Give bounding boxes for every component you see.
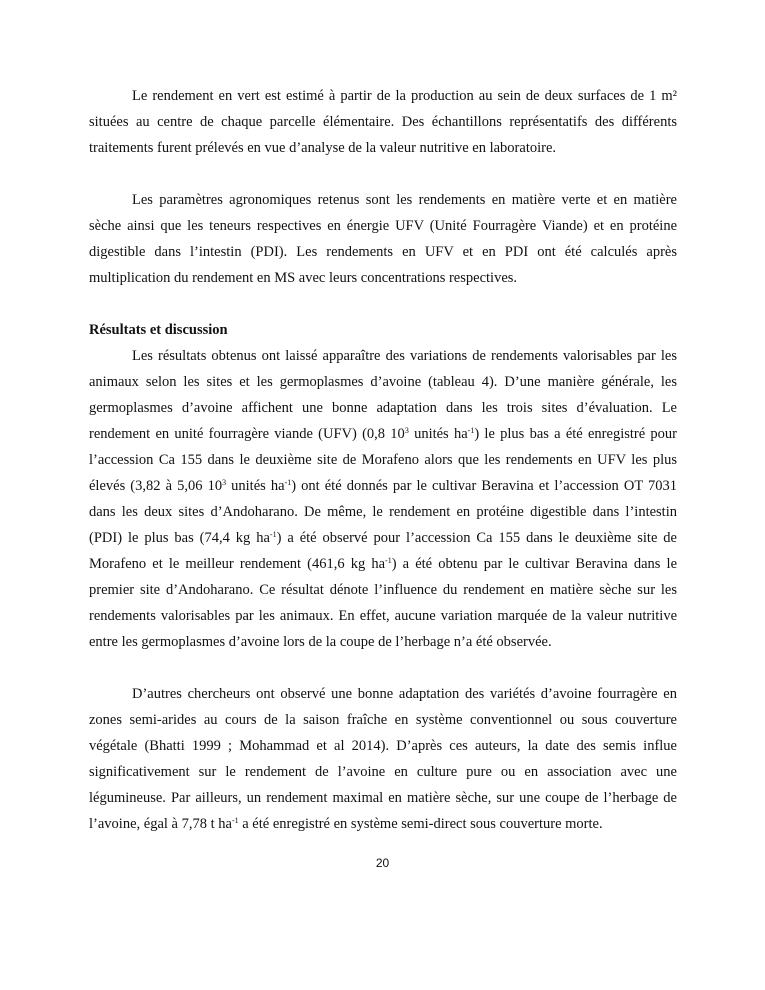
superscript: -1 [231,816,239,825]
text-run: unités ha [226,478,285,494]
superscript: -1 [385,556,392,565]
body-paragraph [89,187,677,291]
superscript: -1 [284,478,292,487]
text-run: unités ha [408,426,468,442]
text-run: ) a été observé pour l’accession Ca 155 dans le deuxième site de Morafeno et le meilleur rendement (461,6 kg ha [89,530,677,572]
page-number: 20 [375,856,390,870]
text-run: Les paramètres agronomiques retenus sont les rendements en matière verte et en matière sèche ainsi que les teneurs respectives en énergie UFV (Unité Fourragère Viande) et en protéine digestible dans l’intestin (PDI). Les rendements en UFV et en PDI ont été calculés après multiplication du rendement en MS avec leurs concentrations respectives. [89,192,677,286]
document-body [89,83,677,837]
text-run: ) ont été donnés par le cultivar Beravina et l’accession OT 7031 dans les deux sites d’Andoharano. De même, le rendement en protéine digestible dans l’intestin (PDI) le plus bas (74,4 kg ha [89,478,677,546]
superscript: -1 [467,426,475,435]
text-run: Les résultats obtenus ont laissé apparaître des variations de rendements valorisables par les animaux selon les sites et les germoplasmes d’avoine (tableau 4). D’une manière générale, les germoplasmes d’avoine affichent une bonne adaptation dans les trois sites d’évaluation. Le rendement en unité fourragère viande (UFV) (0,8 10 [89,348,677,442]
section-heading: Résultats et discussion [89,322,228,338]
text-run: a été enregistré en système semi-direct sous couverture morte. [238,816,603,832]
text-run: Le rendement en vert est estimé à partir de la production au sein de deux surfaces de 1 m² situées au centre de chaque parcelle élémentaire. Des échantillons représentatifs des différents traitements furent prélevés en vue d’analyse de la valeur nutritive en laboratoire. [89,88,677,156]
text-run: D’autres chercheurs ont observé une bonne adaptation des variétés d’avoine fourragère en zones semi-arides au cours de la saison fraîche en système conventionnel ou sous couverture végétale (Bhatti 1999 ; Mohammad et al 2014). D’après ces auteurs, la date des semis influe significativement sur le rendement de l’avoine en culture pure ou en association avec une légumineuse. Par ailleurs, un rendement maximal en matière sèche, sur une coupe de l’herbage de l’avoine, égal à 7,78 t ha [89,686,677,832]
text-run: ) le plus bas a été enregistré pour l’accession Ca 155 dans le deuxième site de Morafeno alors que les rendements en UFV les plus élevés (3,82 à 5,06 10 [89,426,677,494]
body-paragraph [89,343,677,655]
body-paragraph [89,83,677,161]
body-paragraph [89,681,677,837]
superscript: 3 [222,478,227,487]
text-run: ) a été obtenu par le cultivar Beravina dans le premier site d’Andoharano. Ce résultat dénote l’influence du rendement en matière sèche sur les rendements valorisables par les animaux. En effet, aucune variation marquée de la valeur nutritive entre les germoplasmes d’avoine lors de la coupe de l’herbage n’a été observée. [89,556,678,650]
superscript: -1 [269,530,277,539]
superscript: 3 [404,426,409,435]
